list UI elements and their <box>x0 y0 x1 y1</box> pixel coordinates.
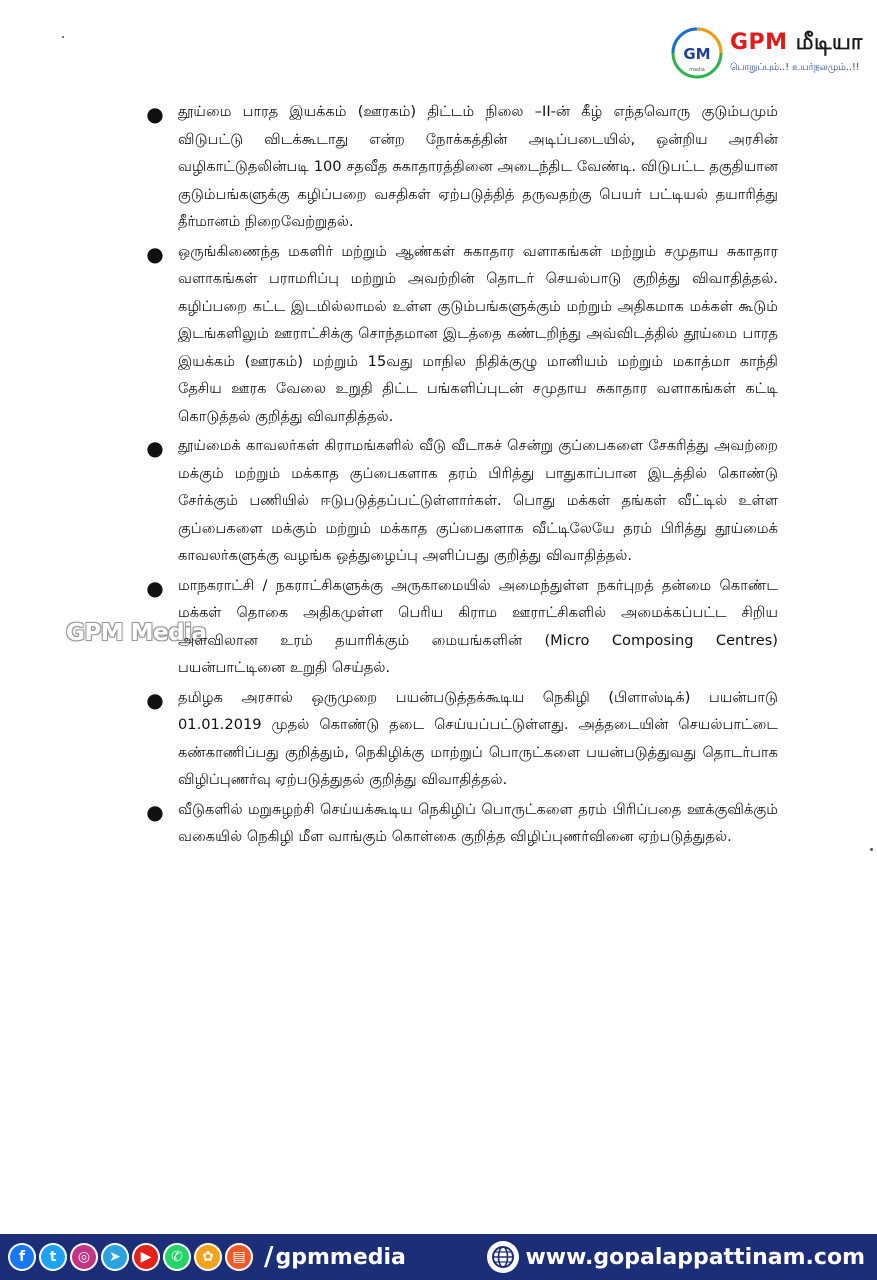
scan-dot <box>62 36 64 38</box>
whatsapp-icon[interactable]: ✆ <box>163 1243 191 1271</box>
list-item <box>146 432 778 570</box>
list-item-text: வீடுகளில் மறுசுழற்சி செய்யக்கூடிய நெகிழிப் பொருட்களை தரம் பிரிப்பதை ஊக்குவிக்கும் வகையில் நெகிழி மீள வாங்கும் கொள்கை குறித்த விழிப்புணர்வினை ஏற்படுத்துதல். <box>178 800 778 845</box>
list-item-text: மாநகராட்சி / நகராட்சிகளுக்கு அருகாமையில் அமைந்துள்ள நகர்புறத் தன்மை கொண்ட மக்கள் தொகை அதிகமுள்ள பெரிய கிராம ஊராட்சிகளில் அமைக்கப்பட்ட சிறிய அளவிலான உரம் தயாரிக்கும் மையங்களின் (Micro Composing Centres) பயன்பாட்டினை உறுதி செய்தல். <box>178 576 778 676</box>
bullet-icon: ● <box>146 575 164 600</box>
brand-logo <box>668 22 868 90</box>
facebook-icon[interactable]: f <box>8 1243 36 1271</box>
svg-text:media: media <box>689 67 705 73</box>
gpm-logo-icon <box>670 26 724 80</box>
social-handle[interactable]: gpmmedia <box>275 1244 406 1270</box>
globe-icon <box>487 1241 519 1273</box>
list-item <box>146 796 778 851</box>
bullet-icon: ● <box>146 687 164 712</box>
bullet-icon: ● <box>146 436 164 460</box>
website-url[interactable]: www.gopalappattinam.com <box>525 1244 865 1270</box>
list-item <box>146 238 778 431</box>
watermark: GPM Media <box>66 620 207 646</box>
website-link[interactable] <box>487 1241 877 1273</box>
list-item-text: தூய்மை பாரத இயக்கம் (ஊரகம்) திட்டம் நிலை –II-ன் கீழ் எந்தவொரு குடும்பமும் விடுபட்டு விடக்கூடாது என்ற நோக்கத்தின் அடிப்படையில், ஒன்றிய அரசின் வழிகாட்டுதலின்படி 100 சதவீத சுகாதாரத்தினை அடைந்திட வேண்டி. விடுபட்ட தகுதியான குடும்பங்களுக்கு கழிப்பறை வசதிகள் ஏற்படுத்தித் தருவதற்கு பெயர் பட்டியல் தயாரித்து தீர்மானம் நிறைவேற்றுதல். <box>178 103 778 230</box>
bullet-icon: ● <box>146 241 164 266</box>
document-body <box>146 98 778 853</box>
scan-dot <box>870 848 873 851</box>
apps-icon[interactable]: ✿ <box>194 1243 222 1271</box>
bullet-icon: ● <box>146 102 164 126</box>
list-item <box>146 572 778 682</box>
brand-title-prefix: GPM <box>730 30 788 55</box>
twitter-icon[interactable]: t <box>39 1243 67 1271</box>
brand-title <box>730 30 863 58</box>
brand-tagline: பொறுப்பும்..! உயர்நலமும்..!! <box>730 62 860 73</box>
list-item-text: தமிழக அரசால் ஒருமுறை பயன்படுத்தக்கூடிய நெகிழி (பிளாஸ்டிக்) பயன்பாடு 01.01.2019 முதல் கொண்டு தடை செய்யப்பட்டுள்ளது. அத்தடையின் செயல்பாட்டை கண்காணிப்பது குறித்தும், நெகிழிக்கு மாற்றுப் பொருட்களை பயன்படுத்துவது தொடர்பாக விழிப்புணர்வு ஏற்படுத்துதல் குறித்து விவாதித்தல். <box>178 688 778 788</box>
list-item <box>146 98 778 236</box>
telegram-icon[interactable]: ➤ <box>101 1243 129 1271</box>
footer-bar <box>0 1234 877 1280</box>
chat-icon[interactable]: ▤ <box>225 1243 253 1271</box>
list-item <box>146 684 778 794</box>
bullet-icon: ● <box>146 799 164 824</box>
instagram-icon[interactable]: ◎ <box>70 1243 98 1271</box>
svg-text:GM: GM <box>683 45 711 63</box>
list-item-text: தூய்மைக் காவலர்கள் கிராமங்களில் வீடு வீடாகச் சென்று குப்பைகளை சேகரித்து அவற்றை மக்கும் மற்றும் மக்காத குப்பைகளாக தரம் பிரித்து பாதுகாப்பான இடத்தில் கொண்டு சேர்க்கும் பணியில் ஈடுபடுத்தப்பட்டுள்ளார்கள். பொது மக்கள் தங்கள் வீட்டில் உள்ள குப்பைகளை மக்கும் மற்றும் மக்காத குப்பைகளாக வீட்டிலேயே தரம் பிரித்து தூய்மைக் காவலர்களுக்கு வழங்க ஒத்துழைப்பு அளிப்பது குறித்து விவாதித்தல். <box>178 437 778 564</box>
youtube-icon[interactable]: ▶ <box>132 1243 160 1271</box>
handle-separator: / <box>264 1242 274 1272</box>
social-icons <box>0 1243 256 1271</box>
list-item-text: ஒருங்கிணைந்த மகளிர் மற்றும் ஆண்கள் சுகாதார வளாகங்கள் மற்றும் சமுதாய சுகாதார வளாகங்கள் பராமரிப்பு மற்றும் அவற்றின் தொடர் செயல்பாடு குறித்து விவாதித்தல். கழிப்பறை கட்ட இடமில்லாமல் உள்ள குடும்பங்களுக்கும் மற்றும் அதிகமாக மக்கள் கூடும் இடங்களிலும் ஊராட்சிக்கு சொந்தமான இடத்தை கண்டறிந்து அவ்விடத்தில் தூய்மை பாரத இயக்கம் (ஊரகம்) மற்றும் 15வது மாநில நிதிக்குழு மானியம் மற்றும் மகாத்மா காந்தி தேசிய ஊரக வேலை உறுதி திட்ட பங்களிப்புடன் சமுதாய சுகாதார வளாகங்கள் கட்டி கொடுத்தல் குறித்து விவாதித்தல். <box>178 242 778 425</box>
brand-title-suffix: மீடியா <box>795 30 863 55</box>
